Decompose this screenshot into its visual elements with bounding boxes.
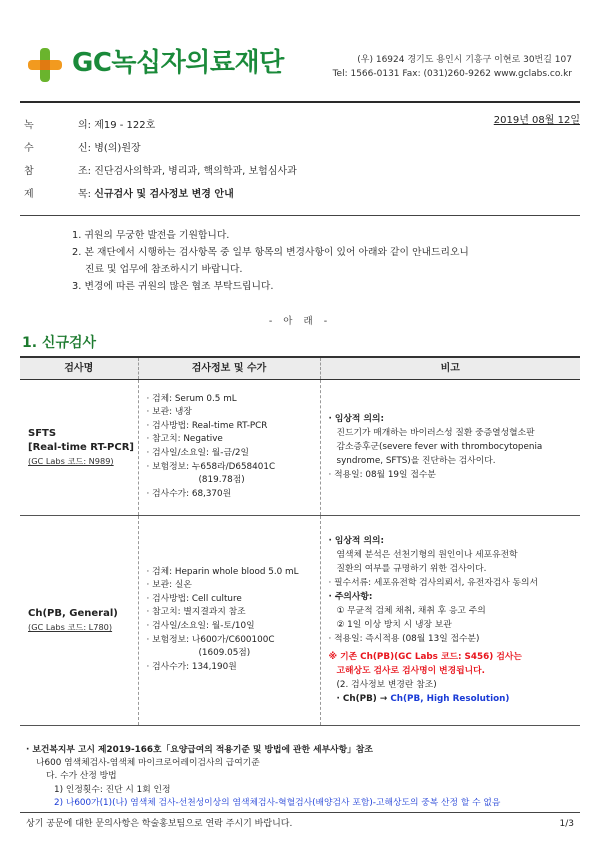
note-sig-2: 감소증후군(severe fever with thrombocytopenia: [336, 441, 543, 452]
col-header-note: 비고: [320, 357, 580, 379]
info-schedule: · 검사일/소요일: 월-금/2일: [146, 448, 250, 458]
note-apply: · 적용일: 08월 19일 접수분: [328, 470, 436, 481]
test-name: Ch(PB, General): [28, 608, 118, 620]
new-tests-table: [20, 356, 580, 726]
cc-row: [24, 160, 580, 183]
contact-info: [333, 54, 572, 81]
note-alert-2: 고해상도 검사로 검사명이 변경됩니다.: [336, 666, 485, 677]
col-header-info: 검사정보 및 수가: [138, 357, 320, 379]
footer-divider: [20, 812, 580, 813]
info-storage: · 보관: 실온: [146, 580, 192, 591]
footnote: [26, 744, 582, 810]
info-insurance-sub: (819.78점): [198, 475, 245, 486]
notice-p2a: 2. 본 재단에서 시행하는 검사항목 중 일부 항목의 변경사항이 있어 아래와 같이 안내드리오니: [72, 247, 469, 259]
recipient-row: [24, 137, 580, 160]
footnote-line-3: 다. 수가 산정 방법: [46, 771, 117, 782]
info-schedule: · 검사일/소요일: 월-토/10일: [146, 621, 255, 631]
test-code: (GC Labs 코드: L780): [28, 621, 113, 632]
note-docs: · 필수서류: 세포유전학 검사의뢰서, 유전자검사 동의서: [328, 577, 538, 588]
note-caution-2: ② 1일 이상 방치 시 냉장 보관: [336, 620, 452, 630]
footer-text: 상기 공문에 대한 문의사항은 학술홍보팀으로 연락 주시기 바랍니다.: [26, 819, 293, 829]
footnote-line-1: · 보건복지부 고시 제2019-166호「요양급여의 적용기준 및 방법에 관한 세부사항」참조: [26, 745, 373, 755]
test-method-name: [Real-time RT-PCR]: [28, 442, 134, 454]
info-specimen: · 검체: Heparin whole blood 5.0 mL: [146, 566, 299, 577]
subject: 신규검사 및 검사정보 변경 안내: [94, 188, 234, 200]
gc-cross-logo-icon: [26, 46, 64, 84]
meta-divider: [20, 215, 580, 216]
center-mark: - 아 래 -: [268, 316, 332, 327]
recipient-key: 수: [24, 142, 36, 154]
note-rename-to: Ch(PB, High Resolution): [390, 694, 510, 705]
table-header-row: [20, 357, 580, 379]
cc: 조: 진단검사의학과, 병리과, 핵의학과, 보험심사과: [78, 165, 297, 177]
subject-key: 제: [24, 188, 36, 200]
phone-fax-web: Tel: 1566-0131 Fax: (031)260-9262 www.gclabs.co.kr: [332, 68, 572, 79]
notice-body: [72, 228, 572, 297]
test-name-cell: [20, 515, 138, 725]
notice-p2b: 진료 및 업무에 참조하시기 바랍니다.: [85, 264, 243, 276]
notice-p3: 3. 변경에 따른 귀원의 많은 협조 부탁드립니다.: [72, 281, 274, 293]
footer: [26, 818, 574, 830]
letterhead: [20, 34, 580, 96]
note-sig-3: syndrome, SFTS)을 진단하는 검사이다.: [336, 456, 496, 467]
note-alert-1: ※ 기존 Ch(PB)(GC Labs 코드: S456) 검사는: [328, 652, 522, 663]
doc-number-key: 녹: [24, 119, 36, 131]
table-row: [20, 379, 580, 515]
info-insurance: · 보험정보: 나600가/C600100C: [146, 634, 275, 645]
doc-number: 의: 제19 - 122호: [78, 119, 156, 131]
info-insurance-sub: (1609.05점): [198, 648, 251, 659]
address: (우) 16924 경기도 용인시 기흥구 이현로 30번길 107: [357, 55, 572, 65]
document-meta: [24, 114, 580, 206]
recipient: 신: 병(의)원장: [78, 142, 141, 154]
info-insurance: · 보험정보: 누658라/D658401C: [146, 461, 276, 472]
note-caution-1: ① 무균적 검체 채취, 채취 후 응고 주의: [336, 605, 486, 616]
test-info-cell: [138, 379, 320, 515]
info-ref: · 참고치: Negative: [146, 434, 223, 445]
subject-row: [24, 183, 580, 206]
notice-p1: 1. 귀원의 무궁한 발전을 기원합니다.: [72, 230, 230, 241]
document-date: 2019년 08월 12일: [493, 115, 580, 126]
test-name: SFTS: [28, 427, 57, 439]
info-ref: · 참고치: 별지결과지 참조: [146, 607, 246, 618]
test-note-cell: [320, 515, 580, 725]
note-sig-1: 진드기가 매개하는 바이러스성 질환 중증열성혈소판: [336, 427, 535, 438]
note-rename-from: · Ch(PB) →: [336, 694, 391, 705]
note-sig-2: 질환의 여부를 규명하기 위한 검사이다.: [336, 563, 487, 574]
info-fee: · 검사수가: 134,190원: [146, 661, 237, 672]
info-storage: · 보관: 냉장: [146, 407, 192, 418]
footnote-line-5: 2) 나600가(1)(나) 염색체 검사-선천성이상의 염색체검사-혁혈검사(배양검사 포함)-고해상도의 중복 산정 할 수 없음: [54, 797, 501, 808]
note-apply: · 적용일: 즉시적용 (08월 13일 접수분): [328, 634, 480, 645]
note-caution-title: · 주의사항:: [328, 591, 373, 602]
note-ref: (2. 검사정보 변경란 참조): [336, 680, 437, 691]
footnote-line-2: 나600 염색체검사-염색체 마이크로어레이검사의 급여기준: [36, 758, 260, 769]
test-name-cell: [20, 379, 138, 515]
note-sig-title: · 임상적 의의:: [328, 413, 384, 424]
col-header-name: 검사명: [20, 357, 138, 379]
note-sig-1: 염색체 분석은 선천기형의 원인이나 세포유전학: [336, 549, 518, 560]
header-divider: [20, 101, 580, 103]
info-fee: · 검사수가: 68,370원: [146, 488, 232, 499]
org-name: GC녹십자의료재단: [72, 48, 284, 78]
test-code: (GC Labs 코드: N989): [28, 455, 114, 466]
section-title: 1. 신규검사: [22, 335, 97, 351]
footnote-line-4: 1) 인정횟수: 진단 시 1회 인정: [54, 784, 171, 795]
info-method: · 검사방법: Real-time RT-PCR: [146, 420, 268, 431]
table-row: [20, 515, 580, 725]
test-info-cell: [138, 515, 320, 725]
test-note-cell: [320, 379, 580, 515]
cc-key: 참: [24, 165, 36, 177]
info-specimen: · 검체: Serum 0.5 mL: [146, 393, 237, 404]
info-method: · 검사방법: Cell culture: [146, 593, 242, 604]
logo: [26, 44, 306, 84]
subject-prefix: 목:: [78, 188, 95, 200]
page-number: 1/3: [559, 819, 574, 829]
note-sig-title: · 임상적 의의:: [328, 535, 384, 546]
